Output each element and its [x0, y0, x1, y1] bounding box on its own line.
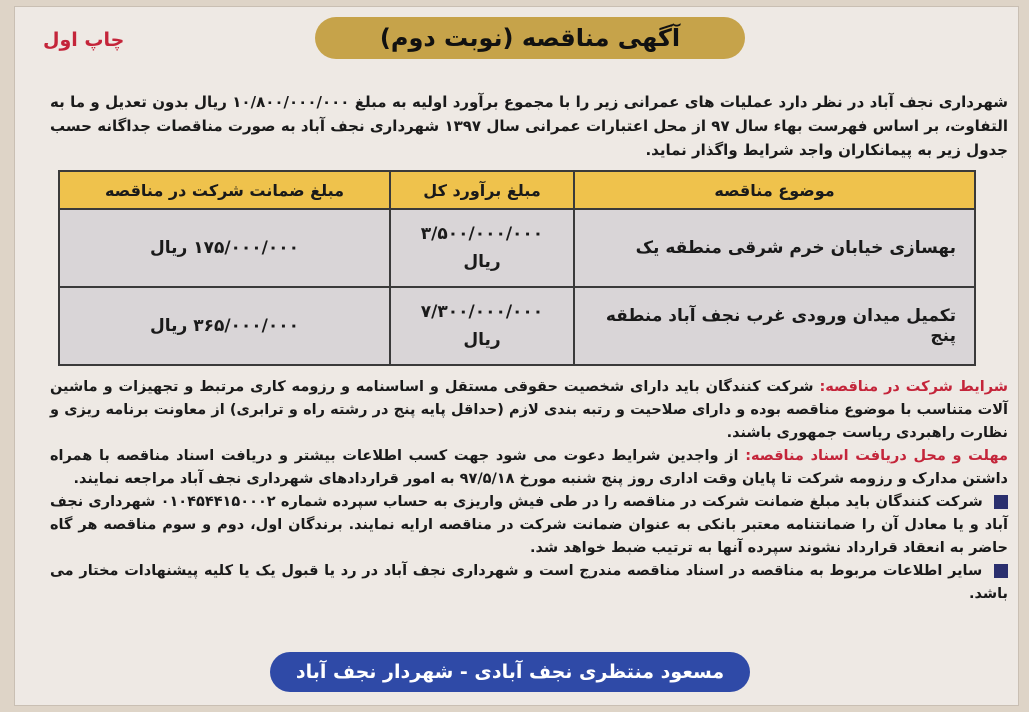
deadline-label: مهلت و محل دریافت اسناد مناقصه: — [745, 448, 1008, 464]
note-text: شرکت کنندگان باید مبلغ ضمانت شرکت در مناقصه را در طی فیش واریزی به حساب سپرده شماره ۰۱۰۴۵۴۴۱۵۰۰۰۲ شهرداری نجف آباد و یا معادل آن را ضمانتنامه معتبر بانکی به عنوان ضمانت شرکت در مناقصه ارایه نمایند. برندگان اول، دوم و سوم مناقصه هر گاه حاضر به انعقاد قرارداد نشوند سپرده آنها به ترتیب ضبط خواهد شد. — [50, 494, 1008, 556]
square-bullet-icon — [994, 564, 1008, 578]
row-estimate-unit: ریال — [463, 252, 501, 272]
conditions-text: شرکت کنندگان باید دارای شخصیت حقوقی مستقل و اساسنامه و رزومه کاری مرتبط و تجهیزات و ماشین آلات متناسب با موضوع مناقصه بوده و دارای صلاحیت و رتبه بندی لازم (حداقل پایه پنج در رشته راه و ترابری) از معاونت برنامه ریزی و نظارت راهبردی ریاست جمهوری باشند. — [50, 379, 1008, 441]
row-estimate-amount: ۷/۳۰۰/۰۰۰/۰۰۰ — [420, 302, 544, 322]
row-estimate — [390, 287, 574, 365]
announcement-title: آگهی مناقصه (نوبت دوم) — [315, 17, 745, 59]
square-bullet-icon — [994, 495, 1008, 509]
deadline-text: از واجدین شرایط دعوت می شود جهت کسب اطلاعات بیشتر و دریافت اسناد مناقصه با همراه داشتن مدارک و رزومه شرکت تا پایان وقت اداری روز پنج شنبه مورخ ۹۷/۵/۱۸ به امور قراردادهای شهرداری نجف آباد مراجعه نمایند. — [50, 448, 1008, 487]
header-estimate: مبلغ برآورد کل — [390, 171, 574, 209]
row-guarantee: ۳۶۵/۰۰۰/۰۰۰ ریال — [59, 287, 390, 365]
header-subject: موضوع مناقصه — [574, 171, 975, 209]
note-paragraph — [50, 560, 1008, 606]
row-estimate — [390, 209, 574, 287]
table-row — [59, 287, 975, 365]
row-guarantee: ۱۷۵/۰۰۰/۰۰۰ ریال — [59, 209, 390, 287]
intro-paragraph: شهرداری نجف آباد در نظر دارد عملیات های عمرانی زیر را با مجموع برآورد اولیه به مبلغ ۱۰/۸۰۰/۰۰۰/۰۰۰ ریال بدون تعدیل و ما به التفاوت، بر اساس فهرست بهاء سال ۹۷ از محل اعتبارات عمرانی سال ۱۳۹۷ شهرداری نجف آباد به صورت مناقصات جداگانه حسب جدول زیر به پیمانکاران واجد شرایط واگذار نماید. — [50, 93, 1008, 159]
deadline-paragraph — [50, 445, 1008, 491]
row-estimate-unit: ریال — [463, 330, 501, 350]
note-paragraph — [50, 491, 1008, 560]
row-subject: تکمیل میدان ورودی غرب نجف آباد منطقه پنج — [574, 287, 975, 365]
table-header-row — [59, 171, 975, 209]
row-subject: بهسازی خیابان خرم شرقی منطقه یک — [574, 209, 975, 287]
table-row — [59, 209, 975, 287]
conditions-label: شرایط شرکت در مناقصه: — [819, 379, 1008, 395]
tender-table — [58, 170, 976, 366]
participation-conditions — [50, 376, 1008, 445]
conditions-section — [50, 376, 1008, 606]
header-guarantee: مبلغ ضمانت شرکت در مناقصه — [59, 171, 390, 209]
note-text: سایر اطلاعات مربوط به مناقصه در اسناد مناقصه مندرج است و شهرداری نجف آباد در رد یا قبول یک یا کلیه پیشنهادات مختار می باشد. — [50, 563, 1008, 602]
signature-footer: مسعود منتظری نجف آبادی - شهردار نجف آباد — [270, 652, 750, 692]
edition-label: چاپ اول — [43, 29, 125, 51]
row-estimate-amount: ۳/۵۰۰/۰۰۰/۰۰۰ — [420, 224, 544, 244]
